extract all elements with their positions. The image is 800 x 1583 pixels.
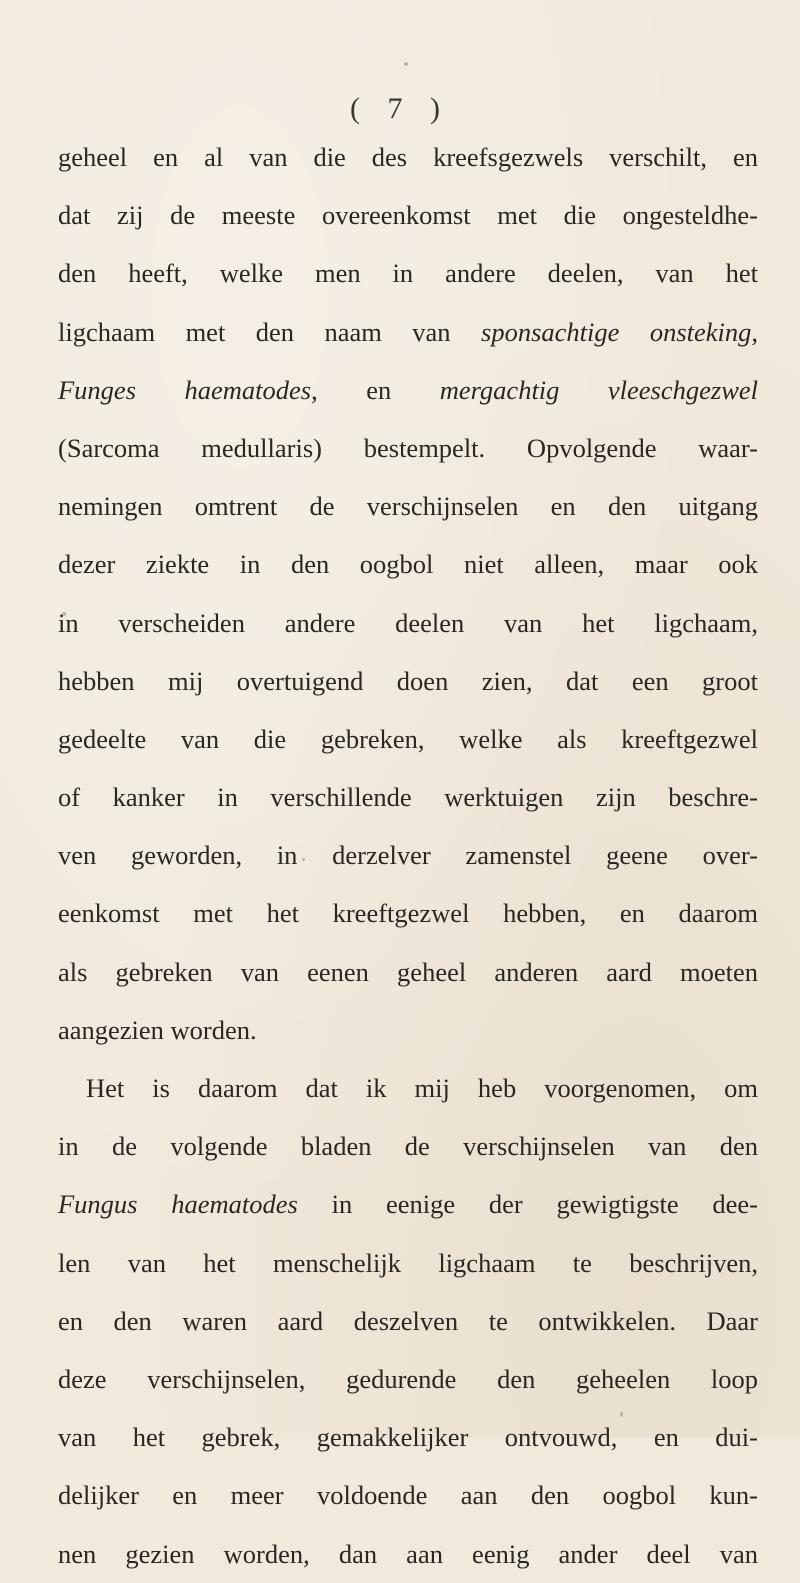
text-line: als gebreken van eenen geheel anderen aard moeten bbox=[58, 956, 758, 987]
text-line: hebben mij overtuigend doen zien, dat een groot bbox=[58, 665, 758, 696]
body-text bbox=[58, 128, 758, 1583]
text-line: aangezien worden. bbox=[58, 1014, 257, 1045]
text-line: nen gezien worden, dan aan eenig ander deel van bbox=[58, 1538, 758, 1569]
text-span: , en bbox=[311, 374, 440, 405]
paper-speck bbox=[62, 612, 66, 616]
page-number: ( 7 ) bbox=[350, 92, 450, 125]
text-line: in de volgende bladen de verschijnselen van den bbox=[58, 1131, 758, 1162]
italic-term: mergachtig vleeschgezwel bbox=[439, 374, 758, 405]
text-line: deze verschijnselen, gedurende den geheelen loop bbox=[58, 1363, 758, 1394]
text-line: dat zij de meeste overeenkomst met die ongesteldhe- bbox=[58, 200, 758, 231]
text-line: nemingen omtrent de verschijnselen en den uitgang bbox=[58, 491, 758, 522]
text-line: Het is daarom dat ik mij heb voorgenomen, om bbox=[86, 1073, 758, 1103]
text-line bbox=[58, 303, 758, 361]
text-line: eenkomst met het kreeftgezwel hebben, en daarom bbox=[58, 898, 758, 929]
text-line bbox=[58, 1175, 758, 1233]
text-line: (Sarcoma medullaris) bestempelt. Opvolgende waar- bbox=[58, 432, 758, 463]
text-line bbox=[58, 361, 758, 419]
text-span: in eenige der gewigtigste dee- bbox=[297, 1189, 758, 1220]
paper-speck bbox=[620, 1412, 623, 1417]
text-line: geheel en al van die des kreefsgezwels verschilt, en bbox=[58, 142, 758, 172]
text-line: gedeelte van die gebreken, welke als kreeftgezwel bbox=[58, 723, 758, 754]
text-line: ven geworden, in derzelver zamenstel geene over- bbox=[58, 840, 758, 871]
text-line: en den waren aard deszelven te ontwikkelen. Daar bbox=[58, 1305, 758, 1336]
text-line: dezer ziekte in den oogbol niet alleen, maar ook bbox=[58, 549, 758, 580]
italic-term: Funges haematodes bbox=[58, 374, 312, 405]
text-line: of kanker in verschillende werktuigen zijn beschre- bbox=[58, 782, 758, 813]
text-span: ligchaam met den naam van bbox=[58, 316, 481, 347]
italic-term: Fungus haematodes bbox=[58, 1189, 298, 1220]
text-line: van het gebrek, gemakkelijker ontvouwd, en dui- bbox=[58, 1422, 758, 1453]
italic-term: sponsachtige onsteking, bbox=[481, 316, 759, 347]
text-line: delijker en meer voldoende aan den oogbol kun- bbox=[58, 1480, 758, 1511]
text-line: den heeft, welke men in andere deelen, van het bbox=[58, 258, 758, 289]
text-line: in verscheiden andere deelen van het ligchaam, bbox=[58, 607, 758, 638]
paper-speck bbox=[302, 858, 305, 861]
paper-speck bbox=[404, 62, 408, 66]
text-line: len van het menschelijk ligchaam te beschrijven, bbox=[58, 1247, 758, 1278]
